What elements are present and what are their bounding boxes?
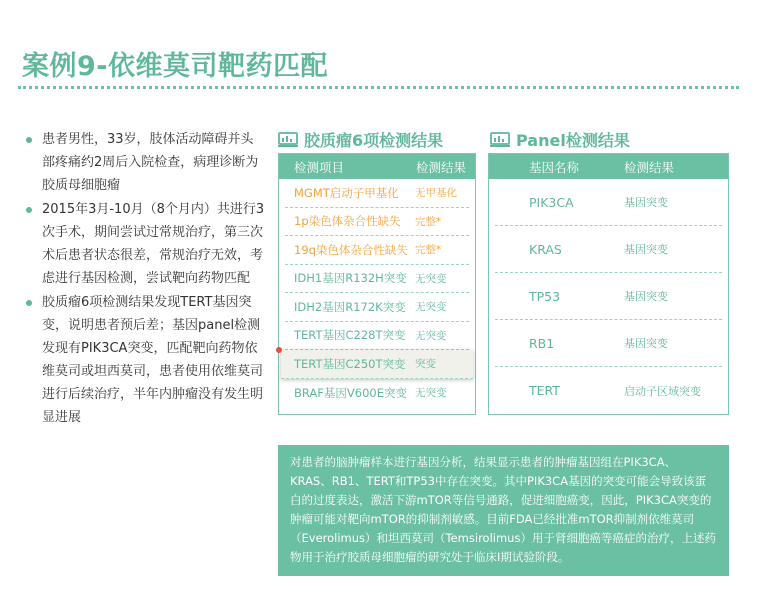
gene-result: 基因突变 (624, 337, 668, 350)
chart-report-icon (278, 132, 298, 148)
page-title: 案例9-依维莫司靶药匹配 (22, 51, 328, 82)
table-row (285, 265, 469, 294)
test-result: 突变 (415, 358, 436, 371)
table-row (285, 208, 469, 237)
table-row (495, 367, 722, 414)
summary-item: 胶质瘤6项检测结果发现TERT基因突变，说明患者预后差；基因panel检测发现有PIK3CA突变，匹配靶向药物依维莫司或坦西莫司，患者使用依维莫司进行后续治疗，半年内肿瘤没有发生明显进展 (26, 291, 266, 429)
column-header: 检测结果 (416, 159, 467, 175)
test-item: 19q染色体杂合性缺失 (294, 242, 408, 257)
test-item: TERT基因C250T突变 (294, 356, 406, 371)
test-item: MGMT启动子甲基化 (294, 185, 399, 200)
summary-item: 2015年3月-10月（8个月内）共进行3次手术，期间尝试过常规治疗，第三次术后患者状态很差，常规治疗无效，考虑进行基因检测，尝试靶向药物匹配 (26, 198, 266, 290)
test-result: 无突变 (415, 387, 447, 400)
table-header (279, 154, 475, 179)
table-header (489, 154, 728, 179)
test-result: 无突变 (415, 329, 447, 342)
gene-name: KRAS (529, 241, 562, 257)
gene-name: PIK3CA (529, 194, 574, 210)
gene-name: TP53 (529, 288, 561, 304)
gene-name: TERT (529, 383, 560, 398)
glioma-heading-text: 胶质瘤6项检测结果 (304, 131, 444, 150)
test-result: 无甲基化 (415, 187, 457, 200)
panel-results-table (488, 153, 729, 415)
test-item: IDH2基因R172K突变 (294, 299, 406, 314)
column-header: 基因名称 (529, 159, 580, 175)
highlight-marker-dot (276, 347, 282, 353)
test-result: 无突变 (415, 301, 447, 314)
test-item: 1p染色体杂合性缺失 (294, 214, 401, 229)
gene-result: 基因突变 (624, 196, 668, 209)
summary-item: 患者男性，33岁，肢体活动障碍并头部疼痛约2周后入院检查，病理诊断为胶质母细胞瘤 (26, 128, 266, 197)
gene-result: 基因突变 (624, 243, 668, 256)
table-row (285, 179, 469, 208)
test-item: IDH1基因R132H突变 (294, 271, 407, 286)
table-row (285, 236, 469, 265)
test-result: 完整* (415, 244, 442, 257)
table-row (285, 293, 469, 322)
glioma-section-heading (278, 128, 443, 151)
test-item: BRAF基因V600E突变 (294, 385, 407, 400)
table-row-highlighted (281, 350, 473, 379)
table-row (285, 322, 469, 351)
title-divider (18, 86, 739, 89)
test-result: 完整* (415, 215, 442, 228)
chart-report-icon (490, 132, 510, 148)
gene-name: RB1 (529, 335, 555, 351)
table-row (495, 273, 722, 320)
gene-result: 启动子区域突变 (624, 384, 701, 398)
test-item: TERT基因C228T突变 (294, 328, 406, 343)
column-header: 检测项目 (294, 159, 345, 175)
table-row (495, 320, 722, 367)
glioma-results-table (278, 153, 476, 415)
panel-section-heading (490, 128, 630, 151)
panel-heading-text: Panel检测结果 (516, 131, 630, 150)
column-header: 检测结果 (624, 159, 675, 175)
table-row (495, 226, 722, 273)
analysis-note-box: 对患者的脑肿瘤样本进行基因分析，结果显示患者的肿瘤基因组在PIK3CA、KRAS、RB1、TERT和TP53中存在突变。其中PIK3CA基因的突变可能会导致该蛋白的过度表达，激活下游mTOR等信号通路，促进细胞癌变，因此，PIK3CA突变的肿瘤可能对靶向mTOR的抑制剂敏感。目前FDA已经批准mTOR抑制剂依维莫司（Everolimus）和坦西莫司（Temsirolimus）用于肾细胞癌等癌症的治疗，上述药物用于治疗胶质母细胞瘤的研究处于临床I期试验阶段。 (278, 445, 729, 576)
table-row (495, 179, 722, 226)
case-summary-list (26, 128, 266, 430)
gene-result: 基因突变 (624, 290, 668, 303)
test-result: 无突变 (415, 272, 447, 285)
table-row (285, 379, 469, 408)
